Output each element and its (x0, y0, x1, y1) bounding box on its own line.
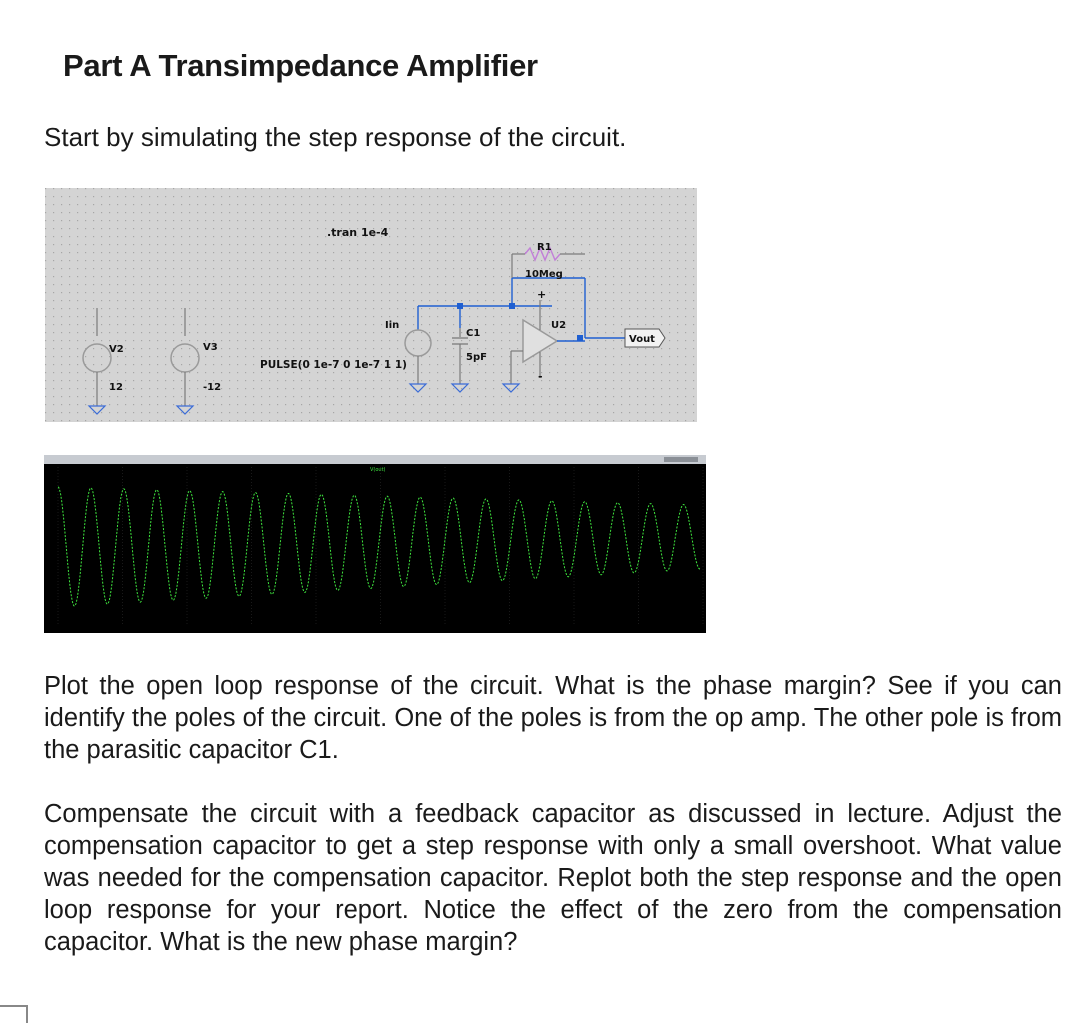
page-corner-mark (0, 1005, 28, 1023)
v2-value: 12 (109, 382, 123, 393)
opamp-minus-supply: - (538, 370, 543, 383)
r1-value: 10Meg (525, 269, 563, 280)
opamp-plus-supply: + (537, 288, 547, 301)
iin-label: Iin (385, 320, 400, 331)
paragraph-compensation: Compensate the circuit with a feedback capacitor as discussed in lecture. Adjust the compensation capacitor to get a step response with only a small overshoot. What value was needed for the compensation capacitor. Replot both the step response and the open loop response for your report. Notice the effect of the zero from the compensation capacitor. What is the new phase margin? (44, 800, 1062, 956)
waveform-window (44, 455, 706, 633)
vout-label (625, 329, 665, 347)
intro-text: Start by simulating the step response of the circuit. (44, 122, 627, 152)
v3-value: -12 (203, 382, 222, 393)
c1-value: 5pF (466, 352, 487, 363)
iin-spec: PULSE(0 1e-7 0 1e-7 1 1) (260, 359, 407, 371)
tran-directive: .tran 1e-4 (327, 226, 389, 239)
node-junction (577, 335, 583, 341)
node-junction (457, 303, 463, 309)
c1-label: C1 (466, 328, 481, 339)
r1-label: R1 (537, 242, 552, 253)
window-title-bar (44, 455, 706, 464)
vout-text: Vout (629, 334, 655, 345)
paragraph-open-loop: Plot the open loop response of the circuit. What is the phase margin? See if you can identify the poles of the circuit. One of the poles is from the op amp. The other pole is from the parasitic capacitor C1. (44, 672, 1062, 764)
trace-label: V(out) (370, 467, 386, 473)
node-junction (509, 303, 515, 309)
opamp-label: U2 (551, 320, 567, 331)
page-title: Part A Transimpedance Amplifier (63, 48, 538, 83)
circuit-schematic (45, 188, 697, 422)
v2-label: V2 (109, 344, 124, 355)
v3-label: V3 (203, 342, 218, 353)
